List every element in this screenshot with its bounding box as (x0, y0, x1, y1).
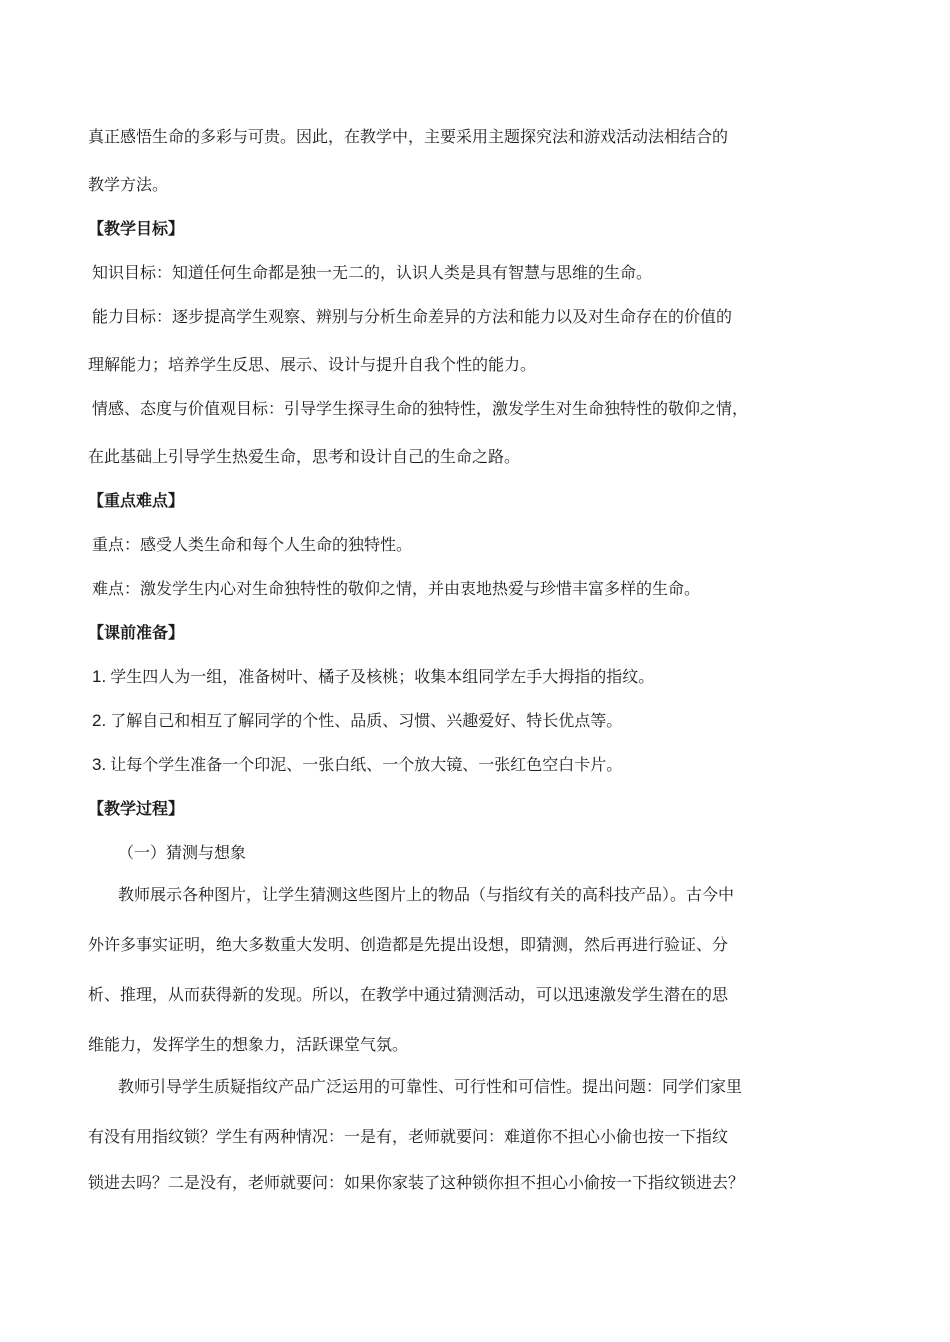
process-para1-line: 析、推理，从而获得新的发现。所以，在教学中通过猜测活动，可以迅速激发学生潜在的思 (88, 985, 729, 1004)
intro-line-1: 真正感悟生命的多彩与可贵。因此，在教学中，主要采用主题探究法和游戏活动法相结合的 (88, 127, 729, 146)
preparation-item (92, 710, 882, 732)
preparation-item-number: 3. (92, 755, 107, 774)
process-para1-line: 维能力，发挥学生的想象力，活跃课堂气氛。 (88, 1035, 409, 1054)
preparation-item (92, 754, 882, 776)
preparation-item-text: 学生四人为一组，准备树叶、橘子及核桃；收集本组同学左手大拇指的指纹。 (110, 667, 655, 686)
process-para2-line: 教师引导学生质疑指纹产品广泛运用的可靠性、可行性和可信性。提出问题：同学们家里 (118, 1077, 743, 1096)
process-para2-line: 有没有用指纹锁？学生有两种情况：一是有，老师就要问：难道你不担心小偷也按一下指纹 (88, 1127, 729, 1146)
knowledge-objective: 知识目标：知道任何生命都是独一无二的，认识人类是具有智慧与思维的生命。 (92, 263, 653, 282)
emotion-objective-line-2: 在此基础上引导学生热爱生命，思考和设计自己的生命之路。 (88, 447, 521, 466)
preparation-heading: 【课前准备】 (88, 623, 185, 642)
objectives-heading: 【教学目标】 (88, 219, 185, 238)
process-para2-line: 锁进去吗？二是没有，老师就要问：如果你家装了这种锁你担不担心小偷按一下指纹锁进去？ (88, 1173, 745, 1192)
difficult-point: 难点：激发学生内心对生命独特性的敬仰之情，并由衷地热爱与珍惜丰富多样的生命。 (92, 579, 701, 598)
preparation-item (92, 666, 882, 688)
ability-objective-line-2: 理解能力；培养学生反思、展示、设计与提升自我个性的能力。 (88, 355, 537, 374)
preparation-item-number: 1. (92, 667, 107, 686)
process-para1-line: 教师展示各种图片，让学生猜测这些图片上的物品（与指纹有关的高科技产品）。古今中 (118, 885, 735, 904)
process-subheading: （一）猜测与想象 (118, 843, 247, 862)
process-para1-line: 外许多事实证明，绝大多数重大发明、创造都是先提出设想，即猜测，然后再进行验证、分 (88, 935, 729, 954)
preparation-item-text: 让每个学生准备一个印泥、一张白纸、一个放大镜、一张红色空白卡片。 (110, 755, 623, 774)
preparation-item-text: 了解自己和相互了解同学的个性、品质、习惯、兴趣爱好、特长优点等。 (110, 711, 623, 730)
ability-objective-line-1: 能力目标：逐步提高学生观察、辨别与分析生命差异的方法和能力以及对生命存在的价值的 (92, 307, 733, 326)
emotion-objective-line-1: 情感、态度与价值观目标：引导学生探寻生命的独特性，激发学生对生命独特性的敬仰之情， (92, 399, 749, 418)
preparation-item-number: 2. (92, 711, 107, 730)
key-points-heading: 【重点难点】 (88, 491, 185, 510)
process-heading: 【教学过程】 (88, 799, 185, 818)
intro-line-2: 教学方法。 (88, 175, 169, 194)
key-point: 重点：感受人类生命和每个人生命的独特性。 (92, 535, 413, 554)
